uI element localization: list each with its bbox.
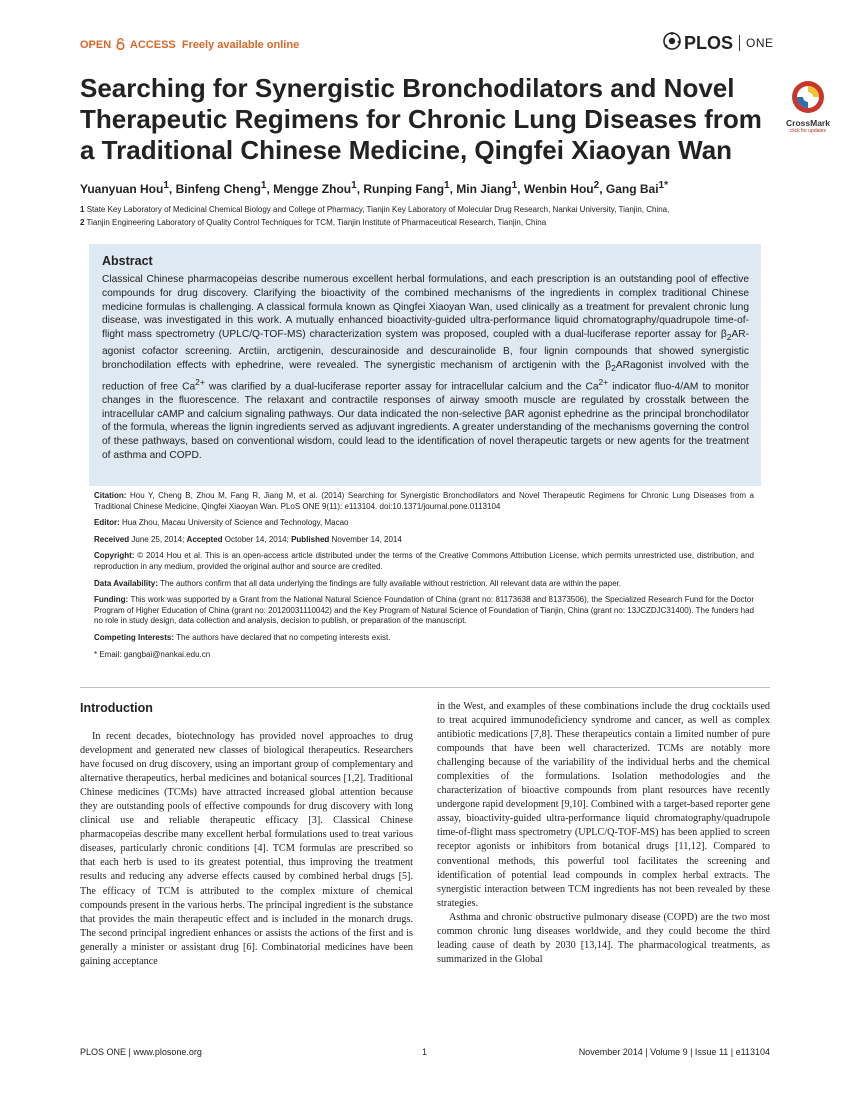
right-column xyxy=(437,700,770,967)
copyright: Copyright: © 2014 Hou et al. This is an open-access article distributed under the terms of the Creative Commons Attribution License, which permits unrestricted use, distribution, and reproduction in any medium, provided the original author and source are credited. xyxy=(94,551,755,571)
abstract-box xyxy=(89,244,761,486)
author-list: Yuanyuan Hou$^1$, Binfeng Cheng$^1$, Mengge Zhou$^1$, Runping Fang$^1$, Min Jiang$^1$, Wenbin Hou$^2$, Gang Bai$^{1*}$ xyxy=(80,180,668,196)
data-availability: Data Availability: The authors confirm that all data underlying the findings are fully available without restriction. All relevant data are within the paper. xyxy=(94,578,622,588)
plos-logo-sub: ONE xyxy=(746,36,774,50)
corresponding-email[interactable]: * Email: gangbai@nankai.edu.cn xyxy=(94,649,211,659)
article-title: Searching for Synergistic Bronchodilators and Novel Therapeutic Regimens for Chronic Lung Diseases from a Traditional Chinese Medicine, Qingfei Xiaoyan Wan xyxy=(80,73,762,165)
plos-logo-icon xyxy=(663,32,681,55)
author[interactable]: Wenbin Hou$^2$ xyxy=(523,180,600,196)
page-number: 1 xyxy=(422,1047,428,1057)
citation: Citation: Hou Y, Cheng B, Zhou M, Fang R, Jiang M, et al. (2014) Searching for Synergistic Bronchodilators and Novel Therapeutic Regimens for Chronic Lung Diseases from a Traditional Chinese Medicine, Qingfei Xiaoyan Wan. PLoS ONE 9(11): e113104. doi:10.1371/journal.pone.0113104 xyxy=(94,491,754,511)
author[interactable]: Binfeng Cheng$^1$ xyxy=(175,180,267,196)
paragraph: In recent decades, biotechnology has provided novel approaches to drug development and generated new classes of biological therapeutics. Researchers have focused on drug discovery, using an important group of complementary and alternative therapeutics, herbal medicines and botanical sources [1,2]. Traditional Chinese medicines (TCMs) have attracted increased global attention because they are outstanding pools of effective compounds for drug discovery with long clinical use and reliable therapeutic efficacy [3]. Classical Chinese pharmacopeias describe many excellent herbal formulations used to treat various diseases, particularly chronic conditions [4]. TCM formulas are prescribed so that each herb is used to its greatest potential, thus improving the treatment results and reducing any adverse effects caused by combined herbal drugs [5]. The efficacy of TCM is attributed to the complex mixture of chemical compounds present in the various herbs. The principal ingredient is the substance that provides the main therapeutic effect and is included in the monarch drugs. The second principal ingredient enhances or assists the actions of the first and is generally a minister or assistant drug [6]. Combinatorial medicines have been gaining acceptance xyxy=(80,731,413,967)
open-lock-icon xyxy=(116,38,125,53)
affiliation: 1 State Key Laboratory of Medicinal Chemical Biology and College of Pharmacy, Tianjin Key Laboratory of Molecular Drug Research, Nankai University, Tianjin, China, xyxy=(80,205,670,214)
paragraph: Asthma and chronic obstructive pulmonary disease (COPD) are the two most common chronic lung diseases worldwide, and they could become the third leading cause of death by 2030 [13,14]. The pharmacological treatments, as summarized in the Global xyxy=(437,911,770,965)
logo-separator xyxy=(739,35,740,51)
abstract-text: Classical Chinese pharmacopeias describe numerous excellent herbal formulations, and each prescription is an outstanding pool of effective compounds for drug discovery. Clarifying the bioactivity of the combined mechanisms of the ingredients in complex traditional Chinese medicine formulas is challenging. A classical formula known as Qingfei Xiaoyan Wan, used clinically as a treatment for prevalent chronic lung disease, was investigated in this work. A mutually enhanced bioactivity-guided ultra-performance liquid chromatography/quadrupole time-of-flight mass spectrometry (UPLC/Q-TOF-MS) characterization system was proposed, coupled with a dual-luciferase reporter assay for $\beta_2AR$-agonist cofactor screening. Arctiin, arctigenin, descurainoside and descurainolide B, four lignin compounds that showed synergistic bronchodilation effects with ephedrine, were revealed. The synergistic mechanism of arctigenin with the $\beta_2ARagonist$ involved with the reduction of free $Ca^{2+}$ was clarified by a dual-luciferase reporter assay for intracellular calcium and the $Ca^{2+}$ indicator fluo-4/AM to monitor changes in the fluorescence. The relaxant and contractile responses of airway smooth muscle are regulated by crosstalk between the intracellular cAMP and calcium signaling pathways. Our data indicated the non-selective βAR agonist ephedrine as the principal bronchodilator of the formula, whereas the lignin ingredients served as adjuvant ingredients. A greater understanding of the mechanisms governing the control of these pathways, based on conventional wisdom, could lead to the identification of novel therapeutic targets or new agents for the treatment of asthma and COPD. xyxy=(102,274,749,462)
introduction-heading: Introduction xyxy=(80,701,153,715)
author[interactable]: Runping Fang$^1$ xyxy=(363,180,450,196)
crossmark-label: CrossMark xyxy=(786,118,830,128)
plos-one-logo[interactable] xyxy=(663,32,774,54)
footer-journal[interactable]: PLOS ONE | www.plosone.org xyxy=(80,1047,202,1057)
competing-interests: Competing Interests: The authors have declared that no competing interests exist. xyxy=(94,632,391,642)
plos-logo-text: PLOS xyxy=(684,32,734,53)
dates: Received June 25, 2014; Accepted October 14, 2014; Published November 14, 2014 xyxy=(94,534,402,544)
affiliation: 2 Tianjin Engineering Laboratory of Quality Control Techniques for TCM, Tianjin Institute of Pharmaceutical Research, Tianjin, China xyxy=(80,217,547,227)
left-column xyxy=(80,700,413,969)
abstract-heading: Abstract xyxy=(102,254,153,268)
author[interactable]: Gang Bai$^{1*}$ xyxy=(605,180,668,196)
funding: Funding: This work was supported by a Grant from the National Natural Science Foundation of China (grant no: 81173638 and 81373506), the Specialized Research Fund for the Doctor Program of Higher Education of China (grant no: 20120031110042) and the Key Program of Natural Science of Foundation of Tianjin, China (grant no: 13JCZDJC31400). The funders had no role in study design, data collection and analysis, decision to publish, or preparation of the manuscript. xyxy=(94,595,755,626)
footer-issue-info: November 2014 | Volume 9 | Issue 11 | e113104 xyxy=(578,1047,770,1057)
section-divider xyxy=(80,687,770,688)
author[interactable]: Mengge Zhou$^1$ xyxy=(273,180,357,196)
editor: Editor: Hua Zhou, Macau University of Science and Technology, Macao xyxy=(94,518,349,528)
crossmark-icon xyxy=(791,101,825,118)
author[interactable]: Min Jiang$^1$ xyxy=(456,180,518,196)
open-access-prefix: OPEN xyxy=(80,39,112,51)
open-access-suffix: ACCESS xyxy=(129,39,176,51)
author[interactable]: Yuanyuan Hou$^1$ xyxy=(80,180,169,196)
crossmark-badge[interactable] xyxy=(786,80,830,134)
affiliations xyxy=(80,204,780,229)
open-access-banner xyxy=(80,38,299,53)
freely-available-label: Freely available online xyxy=(181,39,300,51)
article-info xyxy=(94,491,754,666)
paragraph: in the West, and examples of these combinations include the drug cocktails used to treat acquired immunodeficiency syndrome and cancer, as well as complex antibiotic medications [7,8]. These therapeutics contain a limited number of pure compounds that have been well characterized. TCMs are notably more challenging because of the variability of the individual herbs and the chemical complexities of the formulations. Isolation methodologies and the characterization of bioactive compounds from plant resources have recently undergone rapid development [9,10]. Combined with a target-based reporter gene assay, bioactivity-guided ultra-performance liquid chromatography/quadrupole time-of-flight mass spectrometry (UPLC/Q-TOF-MS) has been applied to screen receptor agonists or inhibitors from botanical drugs [11,12]. Compared to conventional methods, this powerful tool facilitates the screening and identification of potential lead compounds in complex herbal extracts. The synergistic interaction between TCM ingredients has not been revealed by these strategies. xyxy=(437,701,770,909)
crossmark-sub: click for updates xyxy=(789,128,827,134)
